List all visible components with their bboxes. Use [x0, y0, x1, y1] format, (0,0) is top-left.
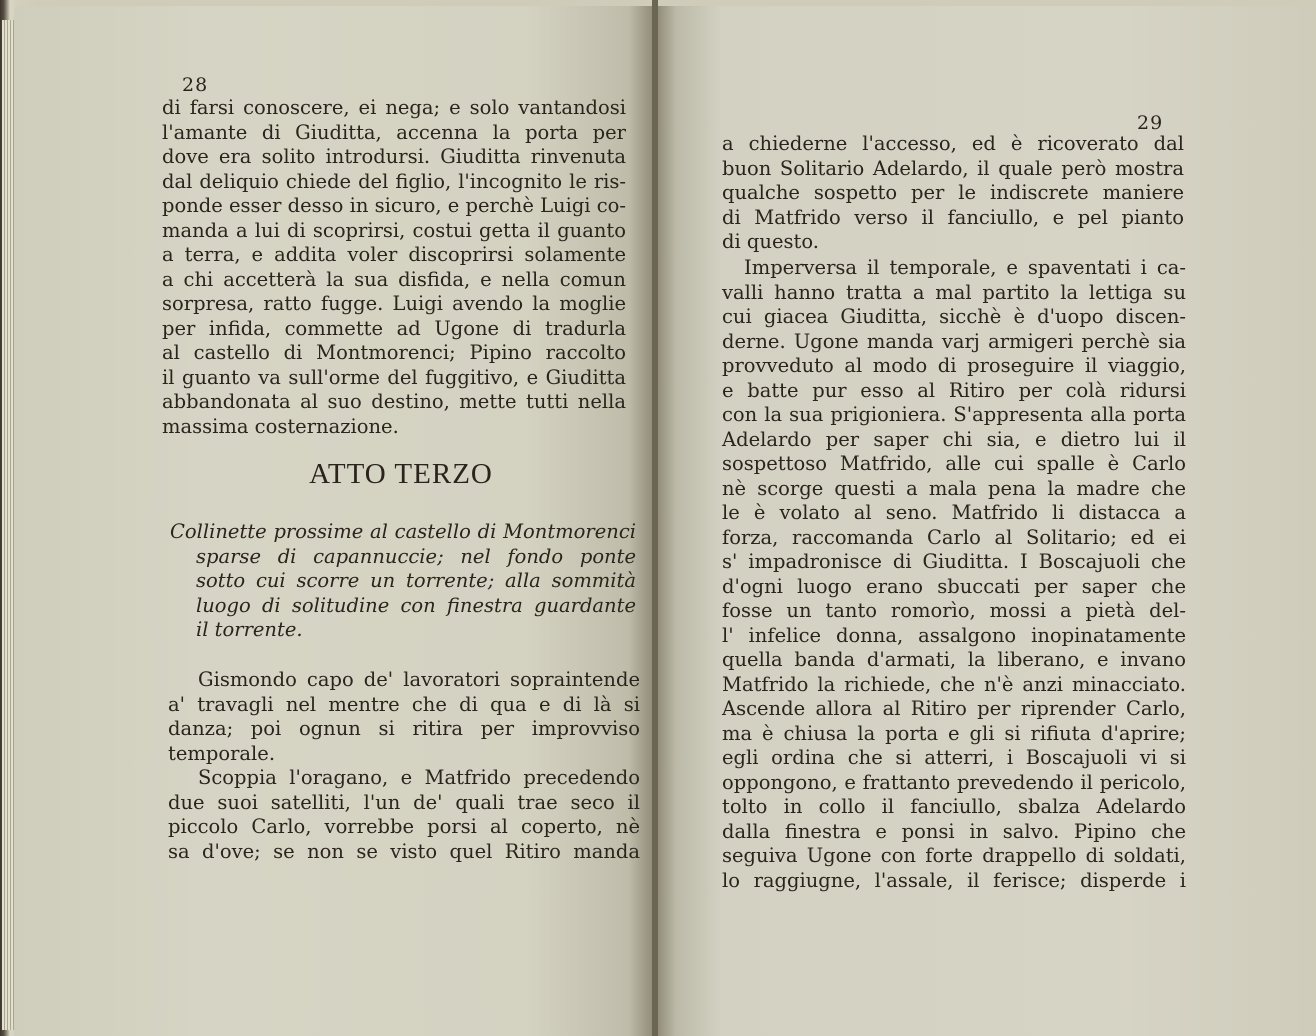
text-line: il guanto va sull'orme del fuggitivo, e Giuditta	[162, 365, 626, 389]
text-line: di farsi conoscere, ei nega; e solo vantandosi	[162, 96, 626, 119]
text-line: valli hanno tratta a mal partito la lettiga su	[722, 280, 1186, 304]
text-line: provveduto al modo di proseguire il viaggio,	[722, 354, 1186, 377]
left-paragraph-1	[162, 96, 626, 439]
text-line: d'ogni luogo erano sbuccati per saper che	[722, 574, 1186, 598]
book-gutter	[652, 0, 658, 1036]
text-line: sparse di capannuccie; nel fondo ponte	[196, 544, 636, 568]
text-line: sotto cui scorre un torrente; alla sommità	[196, 569, 636, 592]
text-line: il torrente.	[196, 618, 303, 641]
text-line: Scoppia l'oragano, e Matfrido precedendo	[198, 766, 640, 789]
text-line: l' infelice donna, assalgono inopinatamente	[722, 623, 1186, 647]
act-heading: ATTO TERZO	[309, 458, 493, 490]
text-line: sorpresa, ratto fugge. Luigi avendo la moglie	[162, 292, 626, 315]
text-line: a terra, e addita voler discoprirsi solamente	[162, 243, 626, 266]
text-line: a' travagli nel mentre che di qua e di là si	[168, 692, 640, 716]
text-line: di Matfrido verso il fanciullo, e pel pianto	[722, 205, 1184, 229]
text-line: temporale.	[168, 741, 276, 765]
text-line: buon Solitario Adelardo, il quale però mostra	[722, 156, 1184, 180]
text-line: al castello di Montmorenci; Pipino raccolto	[162, 341, 626, 364]
text-line: seguiva Ugone con forte drappello di soldati,	[722, 844, 1186, 867]
text-line: Matfrido la richiede, che n'è anzi minacciato.	[722, 672, 1186, 696]
text-line: danza; poi ognun si ritira per improvviso	[168, 717, 640, 740]
text-line: massima costernazione.	[162, 414, 399, 438]
text-line: manda a lui di scoprirsi, costui getta il guanto	[162, 218, 626, 242]
text-line: Imperversa il temporale, e spaventati i ca-	[744, 256, 1186, 279]
text-line: luogo di solitudine con finestra guardante	[196, 593, 636, 617]
text-line: di questo.	[722, 230, 819, 253]
text-line: per infida, commette ad Ugone di tradurla	[162, 316, 626, 340]
text-line: Ascende allora al Ritiro per riprender Carlo,	[722, 697, 1186, 720]
text-line: l'amante di Giuditta, accenna la porta per	[162, 120, 626, 144]
text-line: a chiederne l'accesso, ed è ricoverato dal	[722, 132, 1184, 155]
text-line: sa d'ove; se non se visto quel Ritiro manda	[168, 839, 640, 863]
text-line: qualche sospetto per le indiscrete maniere	[722, 181, 1184, 204]
text-line: ma è chiusa la porta e gli si rifiuta d'aprire;	[722, 721, 1186, 745]
text-line: sospettoso Matfrido, alle cui spalle è Carlo	[722, 452, 1186, 475]
text-line: quella banda d'armati, la liberano, e invano	[722, 648, 1186, 671]
text-line: tolto in collo il fanciullo, sbalza Adelardo	[722, 795, 1186, 818]
text-line: cui giacea Giuditta, sicchè è d'uopo discen-	[722, 305, 1186, 328]
text-line: e batte pur esso al Ritiro per colà ridursi	[722, 378, 1186, 402]
text-line: dove era solito introdursi. Giuditta rinvenuta	[162, 145, 626, 168]
text-line: derne. Ugone manda varj armigeri perchè sia	[722, 329, 1186, 353]
text-line: dal deliquio chiede del figlio, l'incognito le ris-	[162, 169, 626, 193]
text-line: s' impadronisce di Giuditta. I Boscajuoli che	[722, 550, 1186, 573]
left-paragraph-3	[168, 766, 640, 864]
text-line: nè scorge questi a mala pena la madre che	[722, 476, 1186, 500]
right-paragraph-2	[722, 256, 1186, 893]
text-line: le è volato al seno. Matfrido li distacca a	[722, 501, 1186, 524]
text-line: a chi accetterà la sua disfida, e nella comun	[162, 267, 626, 291]
text-line: fosse un tanto romorìo, mossi a pietà del-	[722, 599, 1186, 622]
text-line: dalla finestra e ponsi in salvo. Pipino che	[722, 819, 1186, 843]
page-number-left: 28	[182, 74, 209, 96]
text-line: piccolo Carlo, vorrebbe porsi al coperto, nè	[168, 815, 640, 838]
text-line: due suoi satelliti, l'un de' quali trae seco il	[168, 790, 640, 814]
text-line: abbandonata al suo destino, mette tutti nella	[162, 390, 626, 413]
text-line: Gismondo capo de' lavoratori sopraintende	[198, 668, 640, 691]
text-line: ponde esser desso in sicuro, e perchè Luigi co-	[162, 194, 626, 217]
text-line: Adelardo per saper chi sia, e dietro lui il	[722, 427, 1186, 451]
text-line: oppongono, e frattanto prevedendo il pericolo,	[722, 770, 1186, 794]
text-line: forza, raccomanda Carlo al Solitario; ed ei	[722, 525, 1186, 549]
text-line: con la sua prigioniera. S'appresenta alla porta	[722, 403, 1186, 426]
text-line: lo raggiugne, l'assale, il ferisce; disperde i	[722, 868, 1186, 892]
left-paragraph-2	[168, 668, 640, 766]
right-paragraph-1	[722, 132, 1184, 255]
text-line: Collinette prossime al castello di Montmorenci	[170, 520, 636, 543]
text-line: egli ordina che si atterri, i Boscajuoli vi si	[722, 746, 1186, 769]
stage-direction	[170, 520, 636, 643]
page-number-right: 29	[1137, 112, 1164, 134]
